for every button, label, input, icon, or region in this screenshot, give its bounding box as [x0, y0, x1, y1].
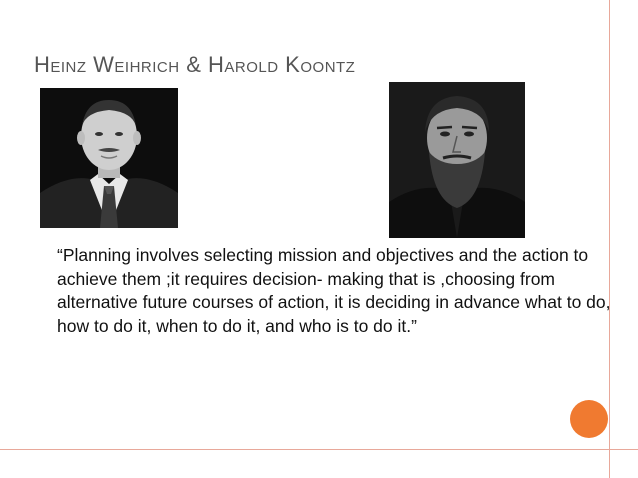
slide-frame-bottom-line [0, 449, 638, 450]
portrait-photo-left [40, 88, 178, 228]
planning-quote: “Planning involves selecting mission and objectives and the action to achieve them ;it requires decision- making that is ,choosing from alternative future courses of action, it is deciding in advance what to do, how to do it, when to do it, and who is to do it.” [57, 245, 611, 336]
decorative-orange-circle [570, 400, 608, 438]
slide-title: Heinz Weihrich & Harold Koontz [34, 52, 356, 77]
portrait-photo-right [389, 82, 525, 238]
slide-frame-right-line [609, 0, 610, 478]
